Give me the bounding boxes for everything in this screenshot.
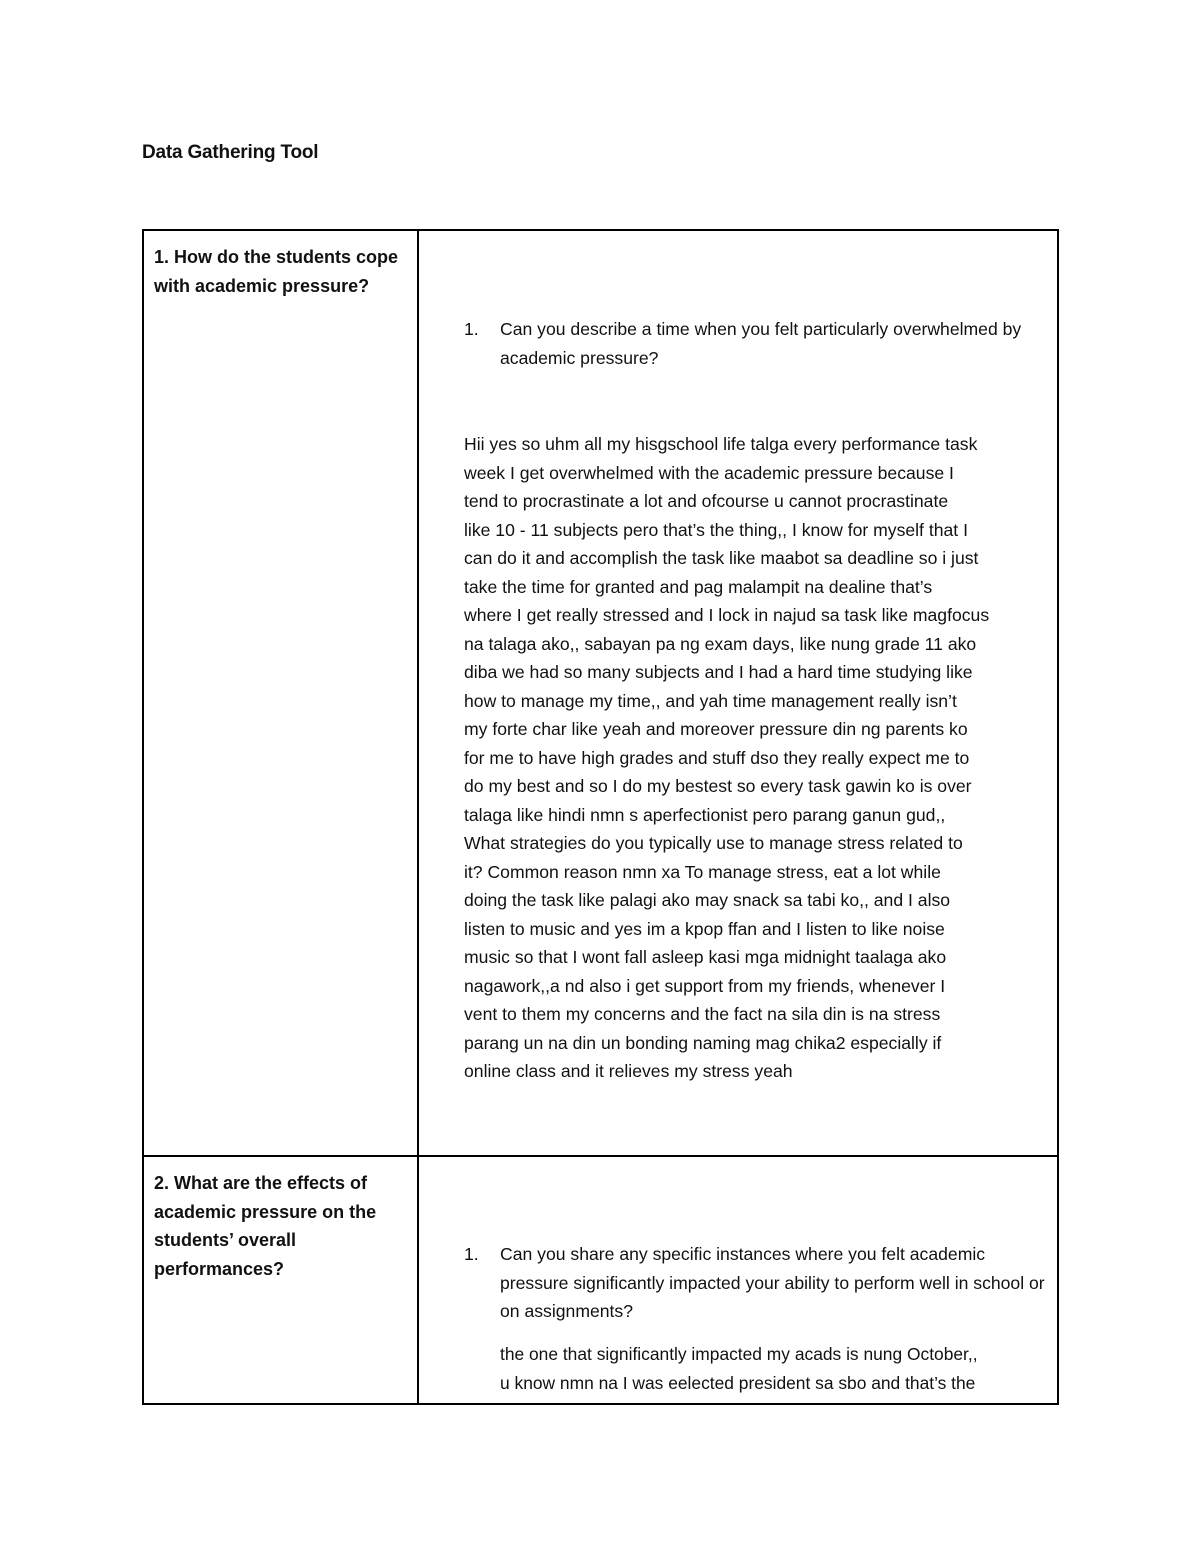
research-question-cell xyxy=(144,1157,419,1403)
research-question-text: 2. What are the effects of academic pressure on the students’ overall performances? xyxy=(154,1173,377,1279)
question-number: 1. xyxy=(464,1244,479,1264)
interview-question xyxy=(464,315,1045,372)
interview-cell xyxy=(419,1157,1057,1403)
question-number: 1. xyxy=(464,319,479,339)
respondent-answer: the one that significantly impacted my acads is nung October,, u know nmn na I was eelected president sa sbo and that’s the xyxy=(500,1343,978,1393)
research-question-text: 1. How do the students cope with academic pressure? xyxy=(154,247,399,296)
interview-question-text: Can you describe a time when you felt particularly overwhelmed by academic pressure? xyxy=(500,319,1022,368)
document-title: Data Gathering Tool xyxy=(142,142,319,163)
interview-question xyxy=(464,1240,1045,1326)
research-question-cell xyxy=(144,231,419,1155)
data-gathering-table xyxy=(142,229,1059,1405)
interview-question-list xyxy=(464,1240,1045,1326)
table-row xyxy=(144,231,1057,1155)
table-row xyxy=(144,1155,1057,1403)
interview-question-list xyxy=(464,315,1045,372)
interview-question-text: Can you share any specific instances where you felt academic pressure significantly impacted your ability to perform well in school or on assignments? xyxy=(500,1244,1045,1321)
interview-cell xyxy=(419,231,1057,1155)
respondent-answer: Hii yes so uhm all my hisgschool life talga every performance task week I get overwhelmed with the academic pressure because I tend to procrastinate a lot and ofcourse u cannot procrastinate like 10 - 11 subjects pero that’s the thing,, I know for myself that I can do it and accomplish the task like maabot sa deadline so i just take the time for granted and pag malampit na dealine that’s where I get really stressed and I lock in najud sa task like magfocus na talaga ako,, sabayan pa ng exam days, like nung grade 11 ako diba we had so many subjects and I had a hard time studying like how to manage my time,, and yah time management really isn’t my forte char like yeah and moreover pressure din ng parents ko for me to have high grades and stuff dso they really expect me to do my best and so I do my bestest so every task gawin ko is over talaga like hindi nmn s aperfectionist pero parang ganun gud,, What strategies do you typically use to manage stress related to it? Common reason nmn xa To manage stress, eat a lot while doing the task like palagi ako may snack sa tabi ko,, and I also listen to music and yes im a kpop ffan and I listen to like noise music so that I wont fall asleep kasi mga midnight taalaga ako nagawork,,a nd also i get support from my friends, whenever I vent to them my concerns and the fact na sila din is na stress parang un na din un bonding naming mag chika2 especially if online class and it relieves my stress yeah xyxy=(464,434,990,1081)
